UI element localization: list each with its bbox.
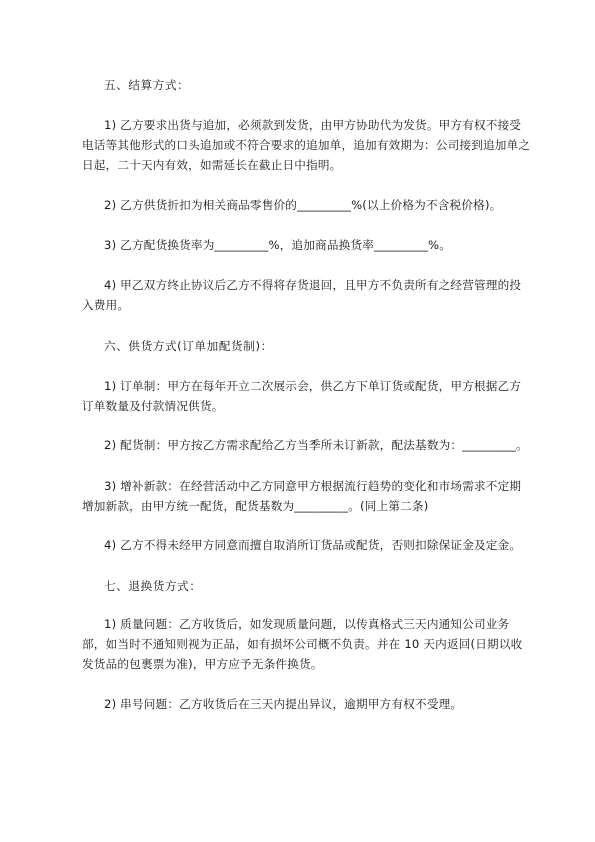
section-heading-supply: 六、供货方式(订单加配货制)： (104, 339, 273, 353)
settlement-clause-1: 1) 乙方要求出货与追加，必须款到发货，由甲方协助代为发货。甲方有权不接受电话等其他形式的口头追加或不符合要求的追加单，追加有效期为：公司接到追加单之日起，二十天内有效，如需延长在截止日中指明。 (82, 118, 531, 172)
section-heading-settlement: 五、结算方式： (104, 78, 190, 92)
returns-clause-2: 2) 串号问题：乙方收货后在三天内提出异议，逾期甲方有权不受理。 (104, 697, 463, 711)
supply-clause-4: 4) 乙方不得未经甲方同意而擅自取消所订货品或配货，否则扣除保证金及定金。 (104, 538, 522, 552)
supply-clause-2: 2) 配货制：甲方按乙方需求配给乙方当季所未订新款，配法基数为：_________。 (104, 438, 528, 452)
section-heading-returns: 七、退换货方式： (104, 579, 202, 593)
settlement-clause-3: 3) 乙方配货换货率为_________%，追加商品换货率_________%。 (104, 238, 452, 252)
supply-clause-1: 1) 订单制：甲方在每年开立二次展示会，供乙方下单订货或配货，甲方根据乙方订单数量及付款情况供货。 (82, 379, 522, 413)
settlement-clause-2: 2) 乙方供货折扣为相关商品零售价的_________%(以上价格为不含税价格)。 (104, 198, 502, 212)
supply-clause-3: 3) 增补新款：在经营活动中乙方同意甲方根据流行趋势的变化和市场需求不定期增加新款，由甲方统一配货，配货基数为_________。(同上第二条) (82, 479, 522, 513)
settlement-clause-4: 4) 甲乙双方终止协议后乙方不得将存货退回，且甲方不负责所有之经营管理的投入费用。 (82, 278, 522, 312)
returns-clause-1: 1) 质量问题：乙方收货后，如发现质量问题，以传真格式三天内通知公司业务部，如当时不通知则视为正品，如有损坏公司概不负责。并在 10 天内返回(日期以收发货品的包裹票为准)，甲方应予无条件换货。 (82, 617, 523, 671)
